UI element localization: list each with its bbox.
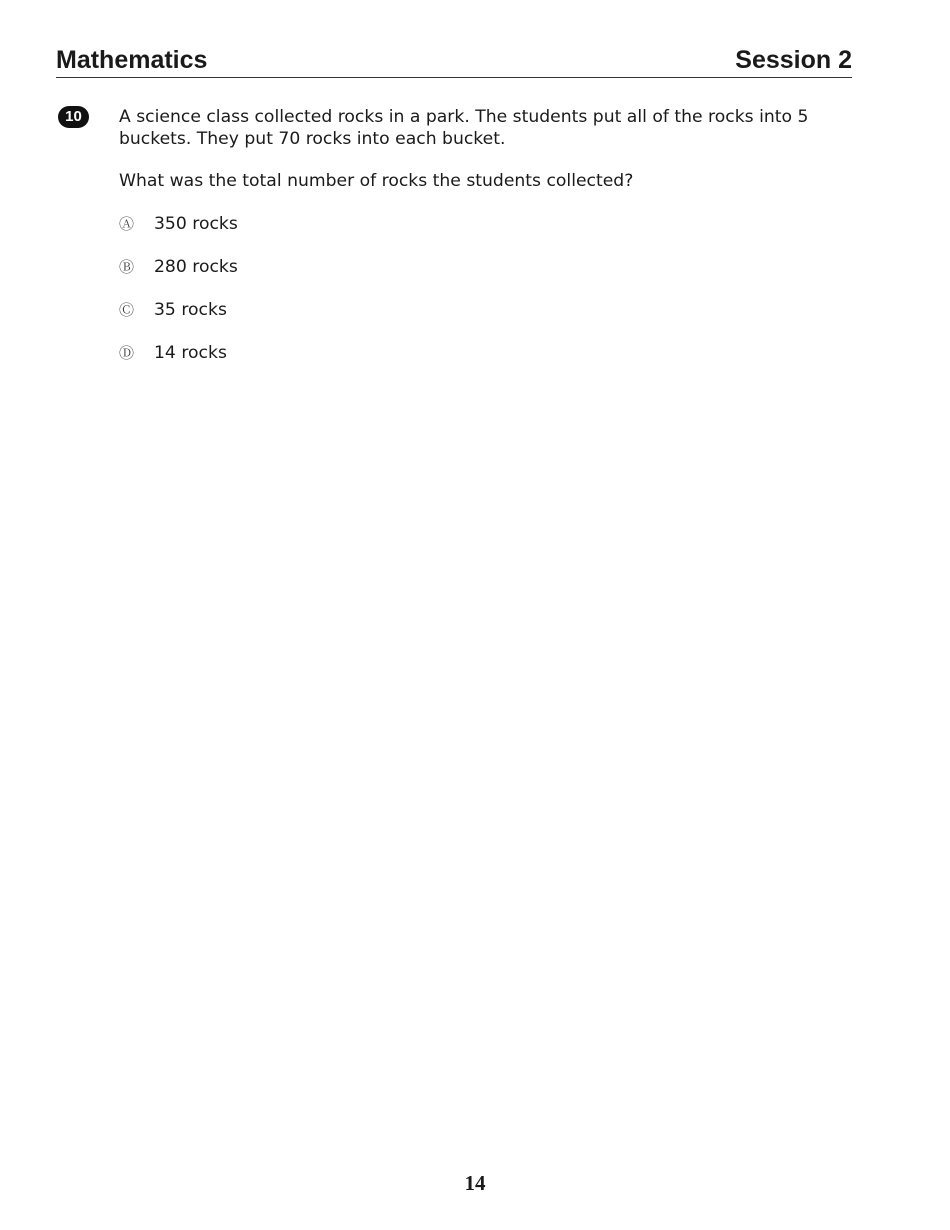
answer-option-d[interactable] xyxy=(119,341,227,365)
answer-option-c[interactable] xyxy=(119,298,227,322)
option-letter-a: Ⓐ xyxy=(119,215,135,233)
page-number: 14 xyxy=(464,1171,486,1195)
subject-title: Mathematics xyxy=(56,46,208,74)
option-letter-b: Ⓑ xyxy=(119,258,135,276)
option-text-b: 280 rocks xyxy=(154,257,238,277)
page-header xyxy=(56,44,852,78)
option-text-a: 350 rocks xyxy=(154,214,238,234)
option-letter-d: Ⓓ xyxy=(119,344,135,362)
answer-option-a[interactable] xyxy=(119,212,238,236)
question-stem: A science class collected rocks in a park. The students put all of the rocks into 5 buckets. They put 70 rocks into each bucket. xyxy=(119,107,809,149)
session-title: Session 2 xyxy=(735,46,852,74)
option-text-d: 14 rocks xyxy=(154,343,227,363)
question-prompt: What was the total number of rocks the students collected? xyxy=(119,171,634,191)
option-text-c: 35 rocks xyxy=(154,300,227,320)
answer-option-b[interactable] xyxy=(119,255,238,279)
question-number-badge: 10 xyxy=(58,106,89,128)
option-letter-c: Ⓒ xyxy=(119,301,135,319)
